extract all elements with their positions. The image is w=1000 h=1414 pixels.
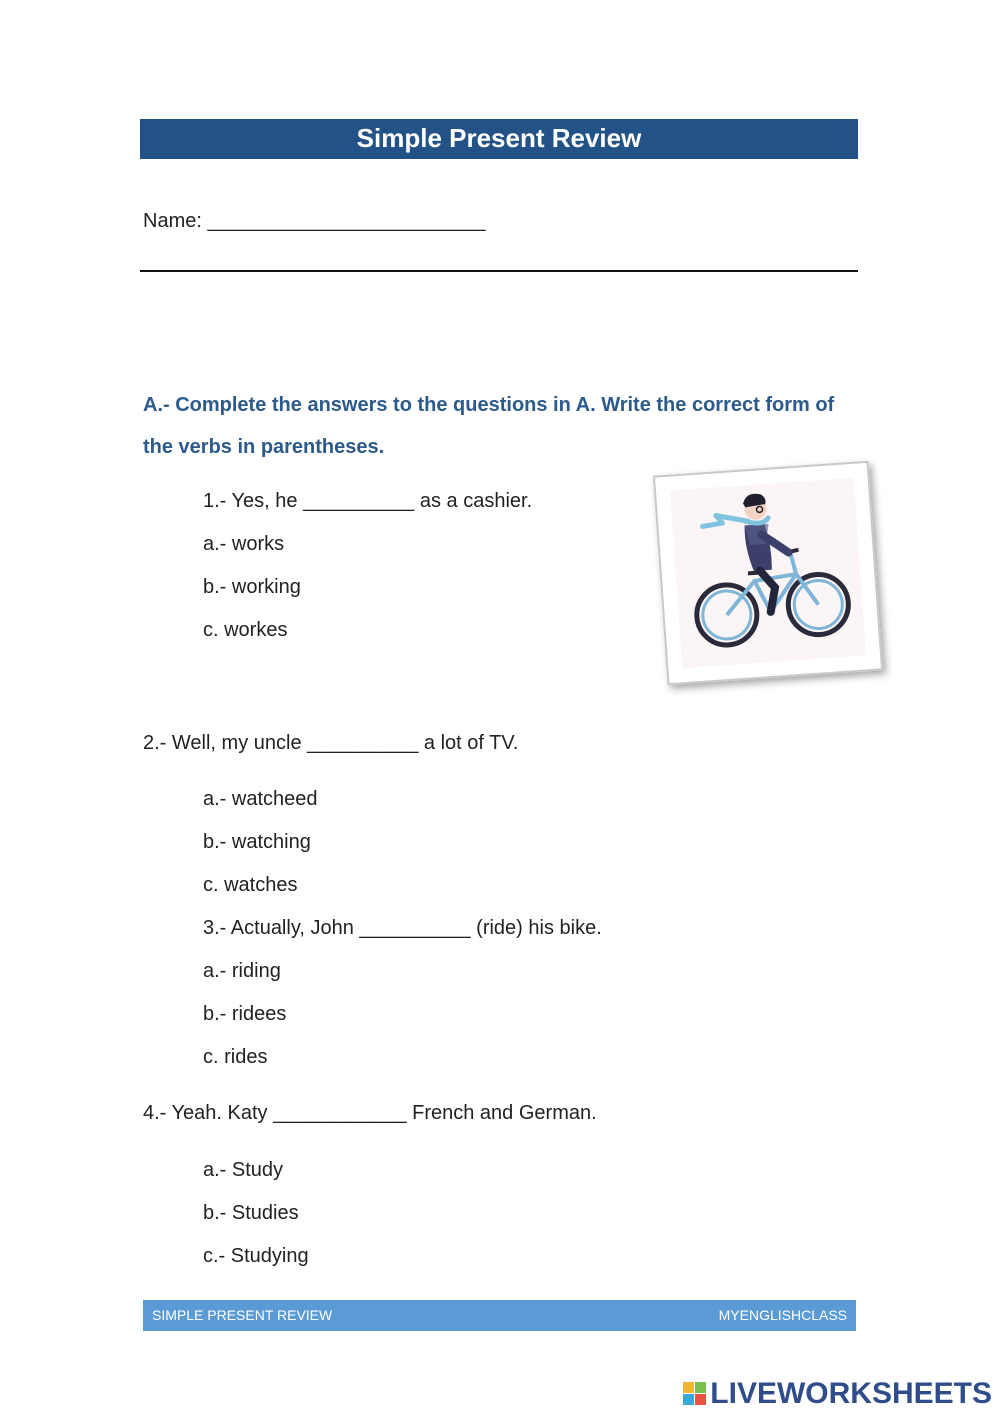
question-1: 1.- Yes, he __________ as a cashier. — [203, 490, 533, 512]
name-field[interactable]: Name: _________________________ — [143, 210, 486, 232]
question-4: 4.- Yeah. Katy ____________ French and German. — [143, 1102, 597, 1124]
question-3: 3.- Actually, John __________ (ride) his bike. — [203, 917, 602, 939]
brand-logo[interactable] — [683, 1374, 992, 1414]
footer-right-text: MYENGLISHCLASS — [718, 1307, 847, 1323]
option-4c[interactable]: c.- Studying — [203, 1245, 309, 1267]
option-3b[interactable]: b.- ridees — [203, 1003, 287, 1025]
brand-text: LIVEWORKSHEETS — [710, 1377, 992, 1410]
option-1a[interactable]: a.- works — [203, 533, 285, 555]
cyclist-illustration — [653, 461, 883, 686]
bicycle-icon — [670, 478, 866, 668]
option-1b[interactable]: b.- working — [203, 576, 301, 598]
option-2b[interactable]: b.- watching — [203, 831, 311, 853]
footer-left-text: SIMPLE PRESENT REVIEW — [152, 1307, 333, 1323]
option-3c[interactable]: c. rides — [203, 1046, 268, 1068]
option-1c[interactable]: c. workes — [203, 619, 288, 641]
question-2: 2.- Well, my uncle __________ a lot of TV. — [143, 732, 519, 754]
footer-bar — [143, 1300, 856, 1331]
option-2a[interactable]: a.- watcheed — [203, 788, 318, 810]
instruction-text: A.- Complete the answers to the questions in A. Write the correct form of the verbs in parentheses. — [143, 394, 835, 458]
option-4a[interactable]: a.- Study — [203, 1159, 284, 1181]
divider — [140, 270, 858, 272]
option-4b[interactable]: b.- Studies — [203, 1202, 299, 1224]
page-title: Simple Present Review — [140, 119, 858, 159]
option-3a[interactable]: a.- riding — [203, 960, 281, 982]
brand-grid-icon — [683, 1382, 707, 1406]
option-2c[interactable]: c. watches — [203, 874, 298, 896]
